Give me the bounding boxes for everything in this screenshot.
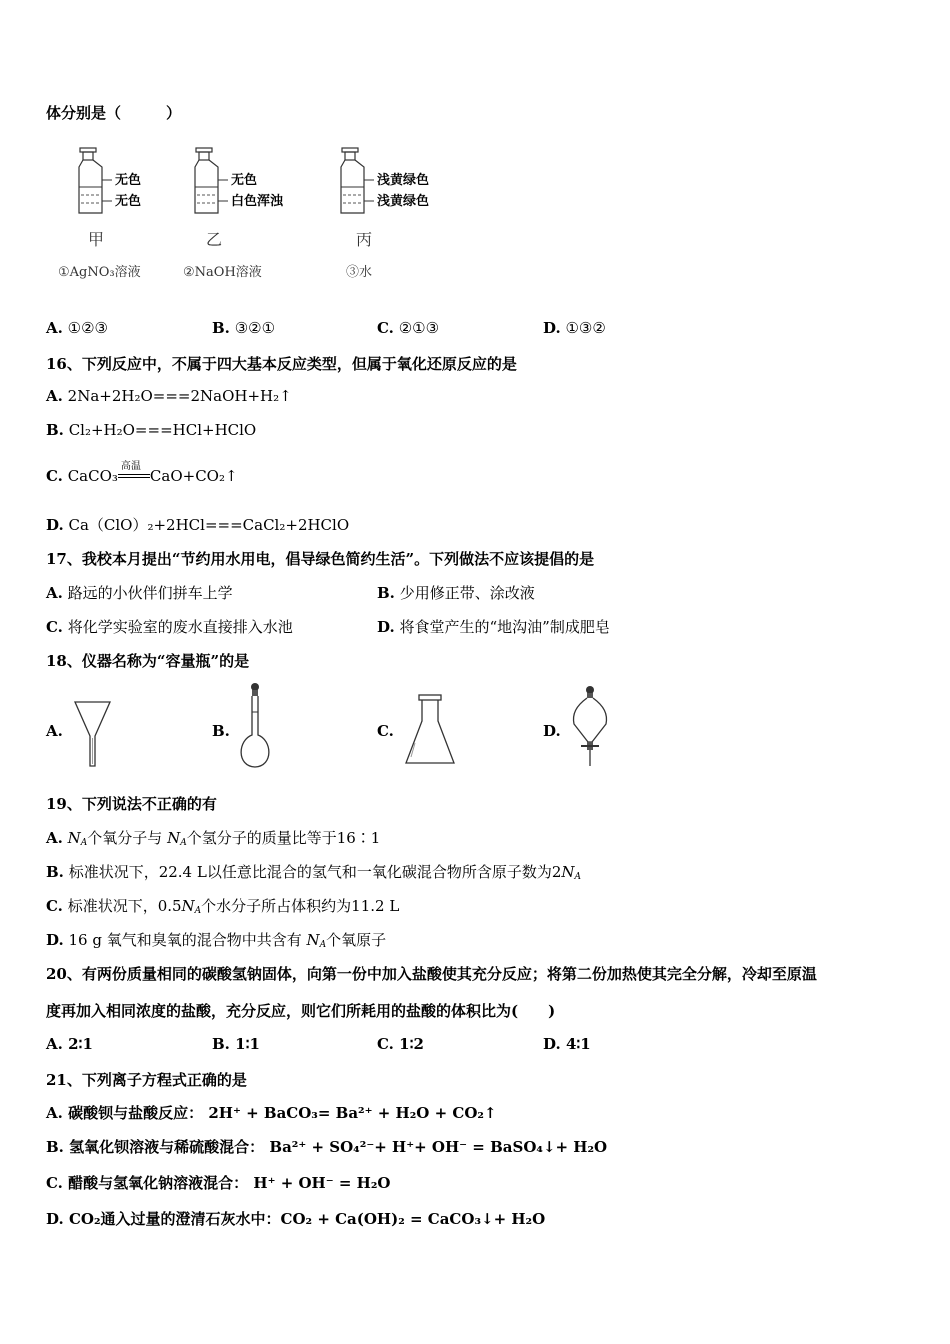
q20-option-c[interactable]: C. 1∶2: [377, 1035, 424, 1053]
q16-option-d[interactable]: D. Ca（ClO）₂+2HCl===CaCl₂+2HClO: [46, 516, 350, 534]
bottle-yi-name: 乙: [206, 230, 223, 249]
q20-option-a[interactable]: A. 2∶1: [46, 1035, 93, 1053]
q15-option-a[interactable]: A. ①②③: [46, 319, 108, 337]
conical-flask-icon[interactable]: [402, 693, 458, 769]
q19-option-b[interactable]: B. 标准状况下，22.4 L以任意比混合的氢气和一氧化碳混合物所含原子数为$2N_A$: [46, 863, 581, 882]
reagent-2: ②NaOH溶液: [183, 265, 262, 280]
bottle-jia-figure: [60, 145, 190, 220]
q18-option-c-label[interactable]: C.: [377, 722, 394, 740]
funnel-icon[interactable]: [72, 698, 114, 770]
reaction-condition-arrow: 高温: [118, 472, 150, 482]
q19-option-d[interactable]: D. 16 g 氧气和臭氧的混合物中共含有 $N_A$个氧原子: [46, 931, 387, 950]
q20-stem-line2: 度再加入相同浓度的盐酸，充分反应，则它们所耗用的盐酸的体积比为( ): [46, 1002, 556, 1020]
separatory-funnel-icon[interactable]: [568, 684, 612, 770]
bottle-jia-bottom-label: 无色: [115, 194, 142, 209]
bottle-yi-bottom-label: 白色浑浊: [231, 194, 284, 209]
q21-option-b[interactable]: B. 氢氧化钡溶液与稀硫酸混合： Ba²⁺ + SO₄²⁻+ H⁺+ OH⁻ = BaSO₄↓+ H₂O: [46, 1138, 608, 1156]
bottle-bing-name: 丙: [356, 230, 373, 249]
reagent-3: ③水: [346, 265, 373, 280]
q17-stem: 17、我校本月提出“节约用水用电，倡导绿色简约生活”。下列做法不应该提倡的是: [46, 550, 595, 568]
q17-option-d[interactable]: D. 将食堂产生的“地沟油”制成肥皂: [377, 618, 610, 636]
bottle-bing-bottom-label: 浅黄绿色: [377, 194, 430, 209]
bottle-jia-top-label: 无色: [115, 173, 142, 188]
q18-option-d-label[interactable]: D.: [543, 722, 561, 740]
q16-stem: 16、下列反应中，不属于四大基本反应类型，但属于氧化还原反应的是: [46, 355, 517, 373]
q21-option-a[interactable]: A. 碳酸钡与盐酸反应： 2H⁺ + BaCO₃= Ba²⁺ + H₂O + CO₂↑: [46, 1104, 497, 1122]
q15-stem-tail: 体分别是（ ）: [46, 104, 182, 122]
q18-option-b-label[interactable]: B.: [212, 722, 230, 740]
q19-option-c[interactable]: C. 标准状况下，$0.5N_A$个水分子所占体积约为11.2 L: [46, 897, 400, 916]
q18-option-a-label[interactable]: A.: [46, 722, 63, 740]
q18-stem: 18、仪器名称为“容量瓶”的是: [46, 652, 250, 670]
q20-option-d[interactable]: D. 4∶1: [543, 1035, 591, 1053]
q19-stem: 19、下列说法不正确的有: [46, 795, 217, 813]
q15-option-b[interactable]: B. ③②①: [212, 319, 276, 337]
q21-stem: 21、下列离子方程式正确的是: [46, 1071, 247, 1089]
reagent-1: ①AgNO₃溶液: [58, 265, 141, 280]
bottle-bing-top-label: 浅黄绿色: [377, 173, 430, 188]
q21-option-c[interactable]: C. 醋酸与氢氧化钠溶液混合： H⁺ + OH⁻ = H₂O: [46, 1174, 391, 1192]
q16-option-a[interactable]: A. 2Na+2H₂O===2NaOH+H₂↑: [46, 387, 292, 405]
bottle-jia-name: 甲: [88, 230, 105, 249]
reagent-bottle-icon: [341, 148, 374, 213]
q17-option-b[interactable]: B. 少用修正带、涂改液: [377, 584, 535, 602]
bottle-yi-figure: [176, 145, 326, 220]
q19-option-a[interactable]: A. $N_A$个氧分子与 $N_A$个氢分子的质量比等于16∶1: [46, 829, 381, 848]
q16-option-c[interactable]: C. CaCO₃ 高温 CaO+CO₂↑: [46, 461, 238, 485]
q16-option-b[interactable]: B. Cl₂+H₂O===HCl+HClO: [46, 421, 257, 439]
q20-stem-line1: 20、有两份质量相同的碳酸氢钠固体，向第一份中加入盐酸使其充分反应；将第二份加热使其完全分解，冷却至原温: [46, 965, 817, 983]
reagent-bottle-icon: [79, 148, 112, 213]
bottle-yi-top-label: 无色: [231, 173, 258, 188]
q21-option-d[interactable]: D. CO₂通入过量的澄清石灰水中：CO₂ + Ca(OH)₂ = CaCO₃↓+ H₂O: [46, 1210, 546, 1228]
bottle-bing-figure: [322, 145, 472, 220]
q20-option-b[interactable]: B. 1∶1: [212, 1035, 260, 1053]
q17-option-c[interactable]: C. 将化学实验室的废水直接排入水池: [46, 618, 293, 636]
q17-option-a[interactable]: A. 路远的小伙伴们拼车上学: [46, 584, 233, 602]
q15-option-d[interactable]: D. ①③②: [543, 319, 606, 337]
q15-option-c[interactable]: C. ②①③: [377, 319, 440, 337]
reagent-bottle-icon: [195, 148, 228, 213]
volumetric-flask-icon[interactable]: [234, 680, 278, 772]
